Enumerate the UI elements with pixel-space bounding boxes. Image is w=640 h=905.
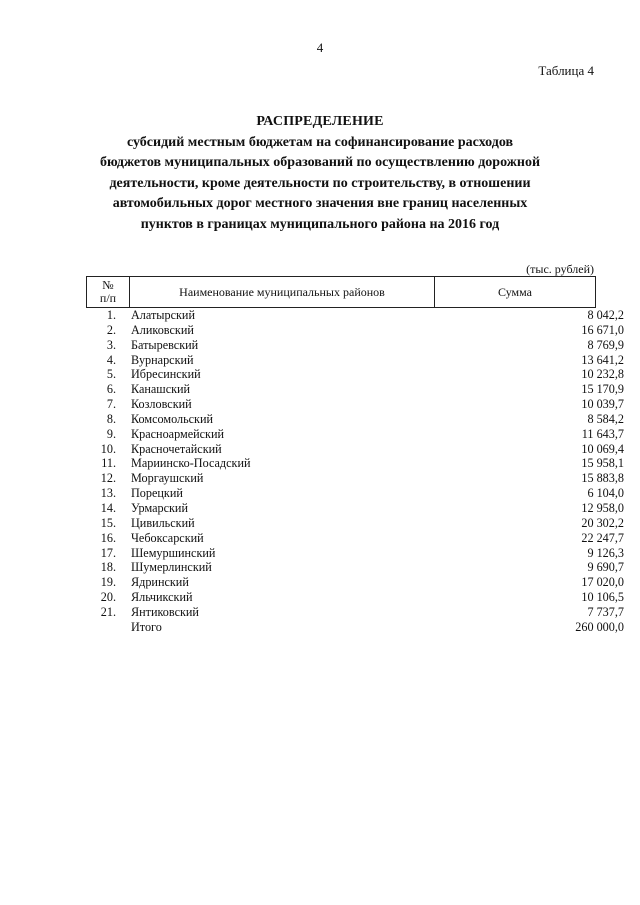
table-tag: Таблица 4 (538, 63, 594, 78)
total-row (86, 619, 624, 635)
table-row (86, 530, 624, 546)
row-district-name: Моргаушский (131, 471, 204, 486)
row-sum: 17 020,0 (581, 575, 624, 590)
row-sum: 16 671,0 (581, 322, 624, 337)
row-number: 12. (100, 471, 116, 486)
row-district-name: Ядринский (131, 575, 189, 590)
table-row (86, 575, 624, 590)
table-row (86, 471, 624, 486)
row-district-name: Батыревский (131, 337, 199, 352)
row-number: 15. (100, 515, 116, 530)
row-number: 4. (106, 352, 116, 367)
table-row (86, 560, 624, 575)
table-row (86, 308, 624, 323)
table-row (86, 397, 624, 412)
row-sum: 8 769,9 (587, 337, 624, 352)
row-district-name: Козловский (131, 397, 192, 412)
table-row (86, 486, 624, 501)
row-district-name: Красночетайский (131, 441, 222, 456)
table-header (86, 276, 596, 308)
header-num-line1: № (102, 278, 114, 292)
row-number: 5. (106, 367, 116, 382)
row-number: 1. (106, 308, 116, 322)
row-district-name: Ибресинский (131, 367, 201, 382)
row-district-name: Комсомольский (131, 411, 214, 426)
row-district-name: Красноармейский (131, 426, 224, 441)
row-district-name: Аликовский (131, 322, 194, 337)
row-district-name: Урмарский (131, 500, 188, 515)
table-row (86, 382, 624, 397)
title-line: бюджетов муниципальных образований по осуществлению дорожной (99, 155, 541, 170)
row-number: 16. (100, 530, 116, 545)
row-number: 19. (100, 575, 116, 590)
row-sum: 10 106,5 (581, 590, 624, 605)
header-num-line2: п/п (99, 291, 117, 305)
row-sum: 8 042,2 (587, 308, 624, 322)
row-sum: 10 069,4 (581, 441, 624, 456)
title-line: автомобильных дорог местного значения вне границ населенных (112, 196, 528, 211)
header-num (87, 277, 130, 308)
row-district-name: Мариинско-Посадский (131, 456, 251, 471)
table-row (86, 604, 624, 620)
title-line: деятельности, кроме деятельности по строительству, в отношении (109, 175, 531, 191)
table-row (86, 456, 624, 471)
row-sum: 15 958,1 (581, 456, 624, 471)
title-line: субсидий местным бюджетам на софинансирование расходов (126, 134, 514, 150)
table-row (86, 322, 624, 338)
row-district-name: Чебоксарский (131, 530, 204, 545)
row-sum: 22 247,7 (581, 530, 624, 545)
row-district-name: Итого (131, 619, 162, 634)
table-row (86, 352, 624, 368)
table-row (86, 545, 624, 561)
header-sum: Сумма (435, 277, 596, 308)
row-number: 20. (100, 590, 116, 605)
row-number: 9. (106, 426, 116, 441)
row-number: 7. (106, 397, 116, 412)
title-heading: РАСПРЕДЕЛЕНИЕ (256, 114, 384, 129)
row-number: 18. (100, 560, 116, 575)
page-number: 4 (316, 40, 324, 55)
table-row (86, 441, 624, 457)
row-number: 2. (106, 322, 116, 337)
table-row (86, 590, 624, 605)
row-number: 21. (100, 604, 116, 619)
row-district-name: Вурнарский (131, 352, 194, 367)
title-line: пунктов в границах муниципального района на 2016 год (140, 216, 500, 232)
row-sum: 9 690,7 (587, 560, 624, 575)
row-sum: 12 958,0 (581, 500, 624, 515)
row-number: 14. (100, 500, 116, 515)
row-sum: 9 126,3 (587, 545, 624, 560)
table-row (86, 411, 624, 427)
table-row (86, 515, 624, 531)
row-district-name: Алатырский (131, 308, 195, 322)
row-number: 17. (100, 545, 116, 560)
row-number: 13. (100, 486, 116, 501)
table-body (86, 308, 624, 635)
row-district-name: Цивильский (131, 515, 195, 530)
row-sum: 15 883,8 (581, 471, 624, 486)
table-row (86, 367, 624, 382)
row-sum: 7 737,7 (587, 604, 624, 619)
row-district-name: Канашский (131, 382, 191, 397)
row-sum: 10 232,8 (581, 367, 624, 382)
units-label: (тыс. рублей) (526, 262, 594, 276)
table-row (86, 500, 624, 516)
row-sum: 260 000,0 (575, 619, 624, 634)
row-sum: 10 039,7 (581, 397, 624, 412)
row-district-name: Шемуршинский (131, 545, 216, 560)
row-sum: 15 170,9 (581, 382, 624, 397)
row-sum: 6 104,0 (587, 486, 624, 501)
table-row (86, 426, 624, 442)
document-title (90, 112, 550, 235)
header-name: Наименование муниципальных районов (130, 277, 435, 308)
row-number: 11. (101, 456, 116, 471)
table-row (86, 337, 624, 353)
row-district-name: Порецкий (131, 486, 183, 501)
row-number: 6. (106, 382, 116, 397)
row-sum: 8 584,2 (587, 411, 624, 426)
row-number: 10. (100, 441, 116, 456)
row-district-name: Шумерлинский (131, 560, 212, 575)
row-district-name: Янтиковский (131, 604, 199, 619)
row-number: 8. (106, 411, 116, 426)
row-sum: 20 302,2 (581, 515, 624, 530)
row-sum: 13 641,2 (581, 352, 624, 367)
row-sum: 11 643,7 (581, 426, 624, 441)
row-number: 3. (106, 337, 116, 352)
row-district-name: Яльчикский (131, 590, 193, 605)
